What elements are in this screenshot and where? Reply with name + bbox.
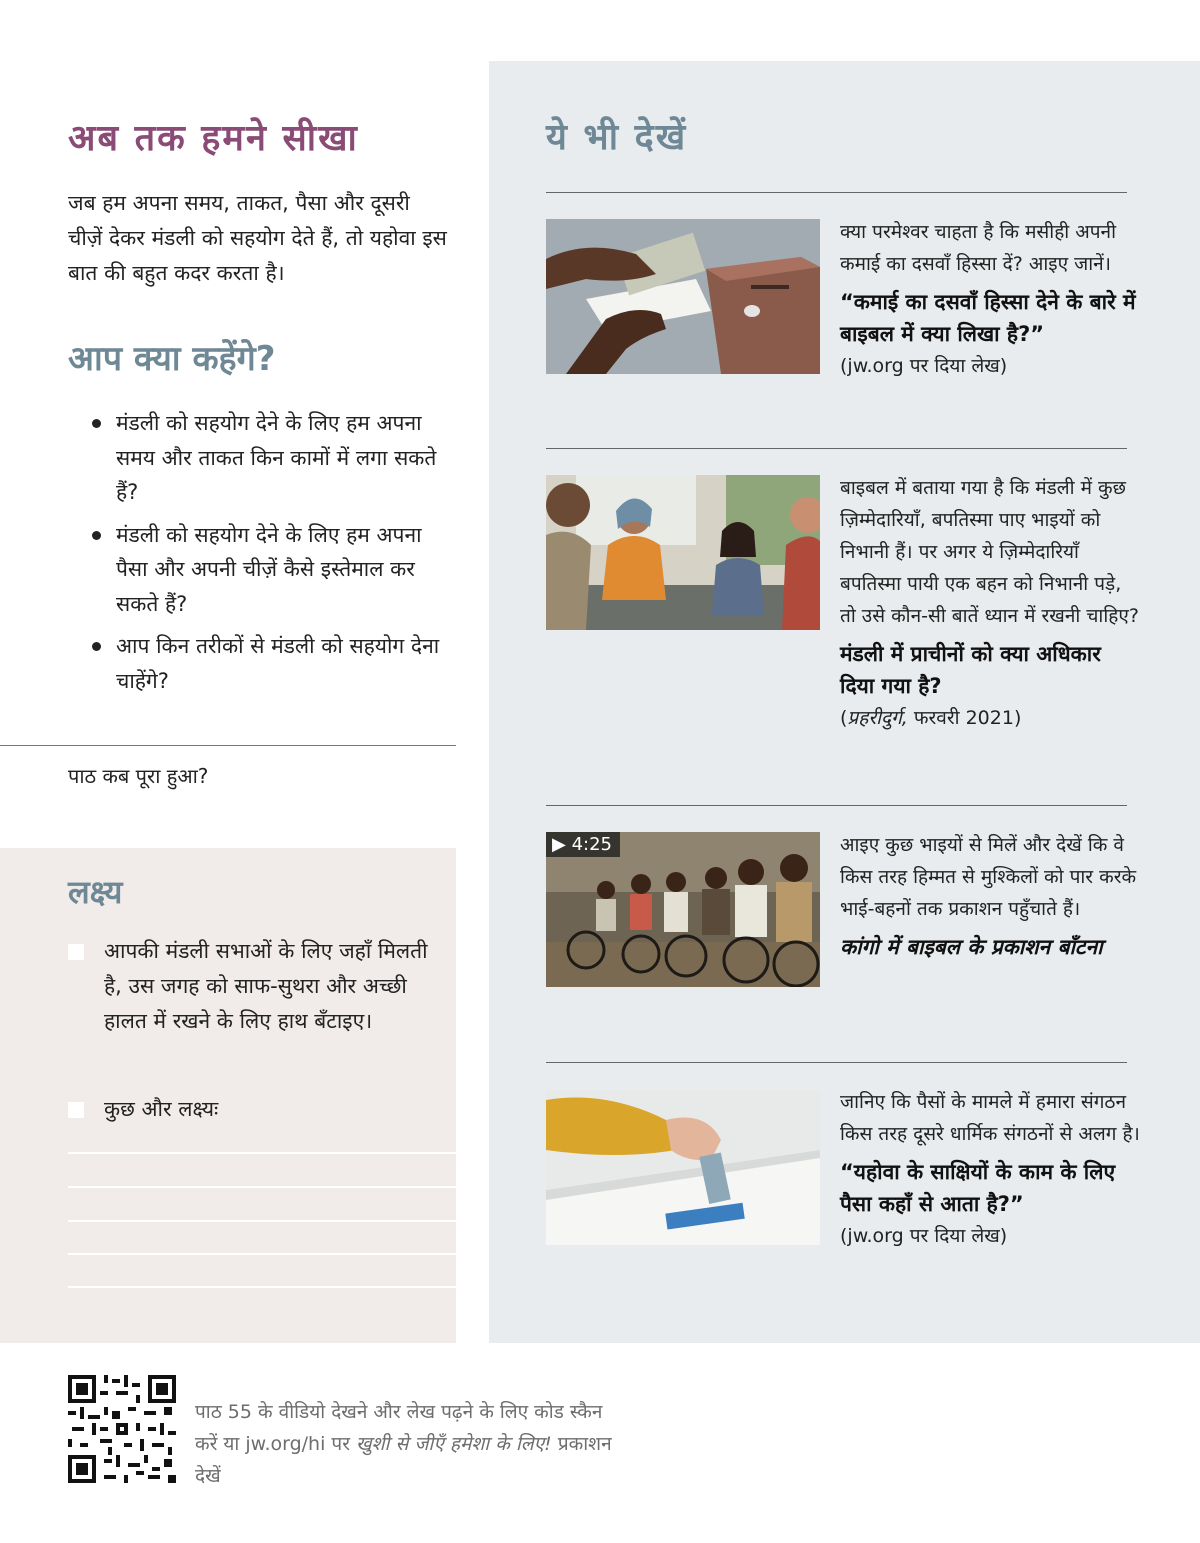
see-also-heading: ये भी देखें bbox=[546, 117, 688, 158]
divider bbox=[546, 1062, 1127, 1063]
writing-line[interactable] bbox=[68, 1220, 456, 1222]
bullet-icon bbox=[92, 419, 101, 428]
donation-box-image[interactable] bbox=[546, 1090, 820, 1245]
congo-bicycles-video-thumbnail[interactable] bbox=[546, 832, 820, 987]
sister-bible-study-image[interactable] bbox=[546, 475, 820, 630]
goals-panel bbox=[0, 848, 456, 1343]
card-description: बाइबल में बताया गया है कि मंडली में कुछ ज़िम्मेदारियाँ, बपतिस्मा पाए भाइयों को निभानी हैं। पर अगर ये ज़िम्मेदारियाँ बपतिस्मा पायी एक बहन को निभानी पड़े, तो उसे कौन-सी बातें ध्यान में रखनी चाहिए? bbox=[840, 477, 1139, 627]
writing-line[interactable] bbox=[68, 1286, 456, 1288]
card-source: (प्रहरीदुर्ग, फरवरी 2021) bbox=[840, 707, 1022, 729]
goal-checkbox[interactable] bbox=[68, 1102, 84, 1118]
bullet-icon bbox=[92, 531, 101, 540]
card-title-link[interactable]: कांगो में बाइबल के प्रकाशन बाँटना bbox=[840, 935, 1103, 959]
learned-summary: जब हम अपना समय, ताकत, पैसा और दूसरी चीज़ें देकर मंडली को सहयोग देते हैं, तो यहोवा इस बात की बहुत कदर करता है। bbox=[68, 191, 447, 285]
card-source: (jw.org पर दिया लेख) bbox=[840, 355, 1008, 377]
card-description: जानिए कि पैसों के मामले में हमारा संगठन किस तरह दूसरे धार्मिक संगठनों से अलग है। bbox=[840, 1091, 1140, 1145]
see-also-card bbox=[840, 472, 1140, 734]
goals-heading: लक्ष्य bbox=[68, 873, 123, 911]
footer-note: पाठ 55 के वीडियो देखने और लेख पढ़ने के लिए कोड स्कैन करें या jw.org/hi पर खुशी से जीएँ हमेशा के लिए! प्रकाशन देखें bbox=[195, 1401, 612, 1487]
qr-code-icon[interactable] bbox=[68, 1375, 176, 1483]
question-list bbox=[92, 406, 452, 706]
card-description: आइए कुछ भाइयों से मिलें और देखें कि वे किस तरह हिम्मत से मुश्किलों को पार करके भाई-बहनों तक प्रकाशन पहुँचाते हैं। bbox=[840, 834, 1137, 920]
lesson-completed-label: पाठ कब पूरा हुआ? bbox=[68, 764, 209, 788]
learned-heading: अब तक हमने सीखा bbox=[68, 118, 359, 159]
card-title-link[interactable]: मंडली में प्राचीनों को क्या अधिकार दिया गया है? bbox=[840, 642, 1101, 698]
tithe-envelope-image[interactable] bbox=[546, 219, 820, 374]
what-say-heading: आप क्या कहेंगे? bbox=[68, 339, 276, 379]
card-title-link[interactable]: “यहोवा के साक्षियों के काम के लिए पैसा कहाँ से आता है?” bbox=[840, 1160, 1116, 1216]
writing-line[interactable] bbox=[68, 1152, 456, 1154]
writing-line[interactable] bbox=[68, 1186, 456, 1188]
goal-item: आपकी मंडली सभाओं के लिए जहाँ मिलती है, उस जगह को साफ-सुथरा और अच्छी हालत में रखने के लिए हाथ बँटाइए। bbox=[68, 934, 438, 1039]
question-item: मंडली को सहयोग देने के लिए हम अपना पैसा और अपनी चीज़ें कैसे इस्तेमाल कर सकते हैं? bbox=[92, 518, 452, 622]
video-duration-badge[interactable]: ▶ 4:25 bbox=[546, 832, 620, 857]
question-item: मंडली को सहयोग देने के लिए हम अपना समय और ताकत किन कामों में लगा सकते हैं? bbox=[92, 406, 452, 510]
publication-title: खुशी से जीएँ हमेशा के लिए! bbox=[356, 1433, 552, 1455]
goal-item-other: कुछ और लक्ष्यः bbox=[68, 1092, 438, 1127]
card-description: क्या परमेश्वर चाहता है कि मसीही अपनी कमाई का दसवाँ हिस्सा दें? आइए जानें। bbox=[840, 221, 1117, 275]
divider bbox=[546, 805, 1127, 806]
divider bbox=[546, 448, 1127, 449]
see-also-card bbox=[840, 1086, 1140, 1252]
goal-checkbox[interactable] bbox=[68, 944, 84, 960]
play-icon: ▶ bbox=[552, 834, 566, 855]
see-also-panel bbox=[489, 61, 1200, 1343]
question-item: आप किन तरीकों से मंडली को सहयोग देना चाहेंगे? bbox=[92, 629, 452, 698]
see-also-card bbox=[840, 216, 1140, 382]
divider bbox=[546, 192, 1127, 193]
see-also-card bbox=[840, 829, 1140, 963]
card-title-link[interactable]: “कमाई का दसवाँ हिस्सा देने के बारे में बाइबल में क्या लिखा है?” bbox=[840, 290, 1136, 346]
writing-line[interactable] bbox=[68, 1253, 456, 1255]
bullet-icon bbox=[92, 642, 101, 651]
divider bbox=[0, 745, 456, 746]
card-source: (jw.org पर दिया लेख) bbox=[840, 1225, 1008, 1247]
